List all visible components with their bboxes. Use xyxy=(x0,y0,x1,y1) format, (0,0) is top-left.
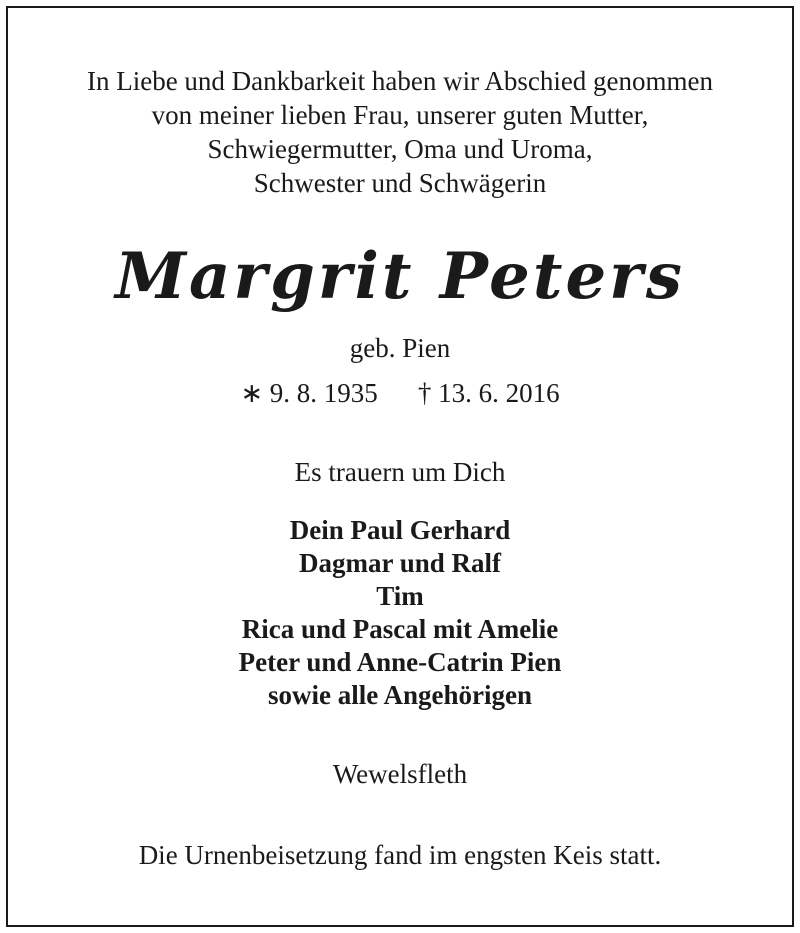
mourner-name: Dein Paul Gerhard xyxy=(289,515,511,545)
intro-line: Schwester und Schwägerin xyxy=(253,168,547,198)
place-name: Wewelsfleth xyxy=(332,759,468,789)
mourner-name: Rica und Pascal mit Amelie xyxy=(241,614,559,644)
death-date: † 13. 6. 2016 xyxy=(417,378,560,408)
mourners-list xyxy=(0,514,800,712)
mourner-name: Tim xyxy=(376,581,424,611)
burial-note: Die Urnenbeisetzung fand im engsten Keis statt. xyxy=(138,840,662,870)
mourners-intro: Es trauern um Dich xyxy=(294,457,506,487)
intro-text xyxy=(0,64,800,200)
mourner-name: Dagmar und Ralf xyxy=(298,548,502,578)
intro-line: von meiner lieben Frau, unserer guten Mutter, xyxy=(151,100,649,130)
intro-line: Schwiegermutter, Oma und Uroma, xyxy=(207,134,593,164)
deceased-name: Margrit Peters xyxy=(115,239,685,314)
life-dates xyxy=(0,376,800,410)
birth-date: ∗ 9. 8. 1935 xyxy=(240,378,378,408)
maiden-name: geb. Pien xyxy=(349,333,451,363)
mourner-name: sowie alle Angehörigen xyxy=(268,680,532,710)
mourner-name: Peter und Anne-Catrin Pien xyxy=(238,647,562,677)
intro-line: In Liebe und Dankbarkeit haben wir Abschied genommen xyxy=(86,66,714,96)
